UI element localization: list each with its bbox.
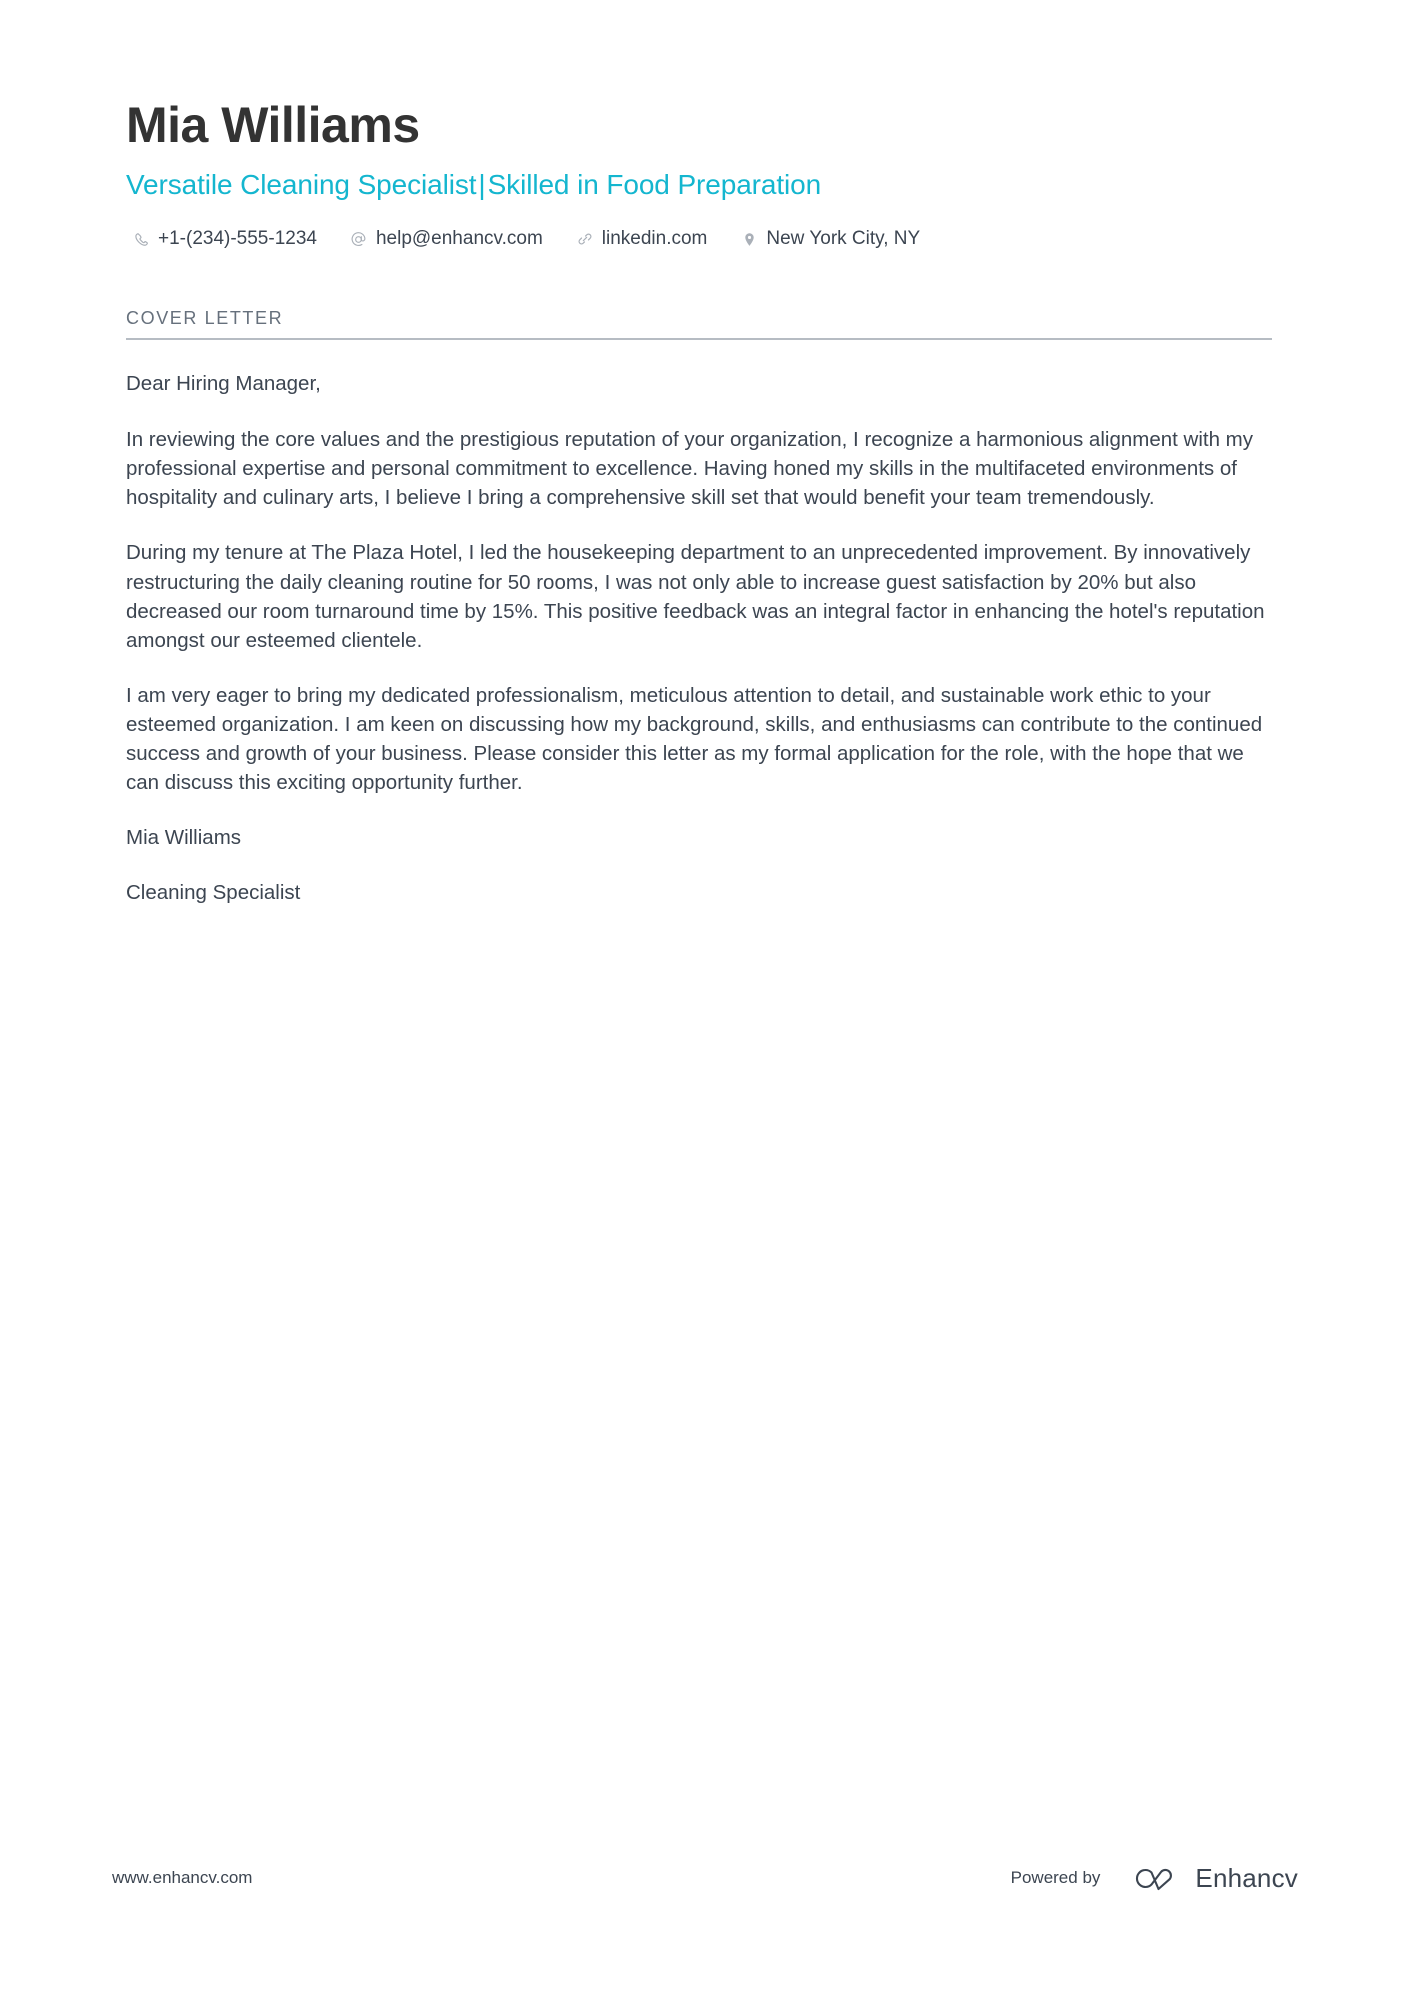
- contact-link[interactable]: [575, 228, 708, 250]
- letter-signature-name: Mia Williams: [126, 826, 242, 850]
- letter-paragraph: During my tenure at The Plaza Hotel, I led the housekeeping department to an unprecedented improvement. By innovatively restructuring the daily cleaning routine for 50 rooms, I was not only able to increase guest satisfaction by 20% but also decreased our room turnaround time by 15%. This positive feedback was an integral factor in enhancing the hotel's reputation amongst our esteemed clientele.: [126, 541, 1265, 652]
- section-heading: COVER LETTER: [126, 308, 284, 328]
- contact-row: [126, 202, 1272, 250]
- email-icon: [349, 229, 369, 249]
- contact-location: [739, 228, 920, 250]
- enhancv-logo: [1126, 1862, 1298, 1894]
- cover-letter-section: [126, 250, 1272, 908]
- professional-headline: [126, 153, 1272, 202]
- contact-email[interactable]: [349, 228, 543, 250]
- letter-body: [126, 340, 1272, 908]
- contact-phone[interactable]: [131, 228, 317, 250]
- headline-part-two: Skilled in Food Preparation: [487, 169, 822, 200]
- location-pin-icon: [739, 229, 759, 249]
- contact-phone-text: +1-(234)-555-1234: [158, 228, 317, 249]
- document-content: [126, 0, 1272, 908]
- footer-branding: [1011, 1862, 1298, 1894]
- letter-paragraph: In reviewing the core values and the prestigious reputation of your organization, I recognize a harmonious alignment with my professional expertise and personal commitment to excellence. Having honed my skills in the multifaceted environments of hospitality and culinary arts, I believe I bring a comprehensive skill set that would benefit your team tremendously.: [126, 428, 1253, 510]
- contact-email-text: help@enhancv.com: [375, 228, 543, 249]
- headline-part-one: Versatile Cleaning Specialist: [126, 169, 477, 200]
- enhancv-wordmark: Enhancv: [1195, 1862, 1298, 1893]
- link-icon: [575, 229, 595, 249]
- enhancv-monogram-icon: [1126, 1862, 1182, 1894]
- letter-signature-role: Cleaning Specialist: [126, 881, 301, 905]
- letter-salutation: Dear Hiring Manager,: [126, 372, 321, 395]
- page-footer: [0, 1862, 1410, 1902]
- footer-website-link[interactable]: www.enhancv.com: [112, 1868, 253, 1887]
- letter-paragraph: I am very eager to bring my dedicated professionalism, meticulous attention to detail, and sustainable work ethic to your esteemed organization. I am keen on discussing how my background, skills, and enthusiasms can contribute to the continued success and growth of your business. Please consider this letter as my formal application for the role, with the hope that we can discuss this exciting opportunity further.: [126, 683, 1263, 795]
- contact-location-text: New York City, NY: [766, 228, 921, 249]
- headline-separator: |: [478, 169, 486, 200]
- powered-by-label: Powered by: [1010, 1868, 1101, 1887]
- contact-link-text: linkedin.com: [601, 228, 708, 249]
- phone-icon: [131, 229, 151, 249]
- page-title: Mia Williams: [126, 97, 420, 153]
